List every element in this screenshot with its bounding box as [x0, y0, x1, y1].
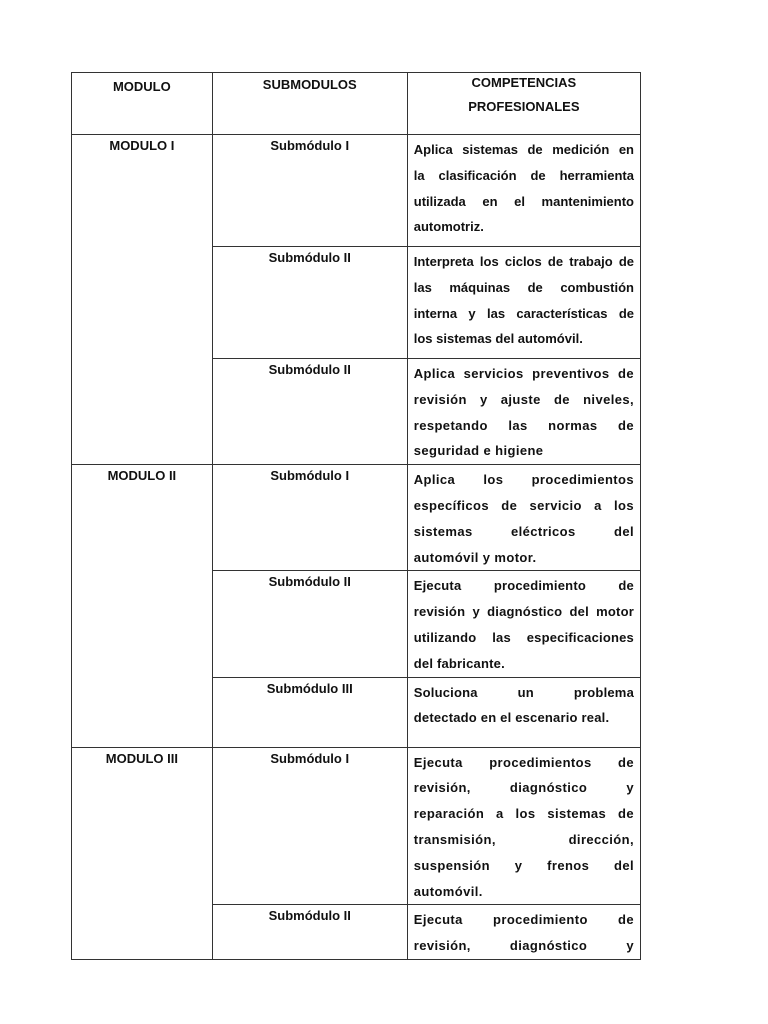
competencia-line: la clasificación de herramienta	[413, 167, 634, 183]
competencia-line: seguridad e higiene	[413, 443, 544, 459]
competencia-line: sistemas eléctricos del	[413, 523, 634, 539]
submodulo-label: Submódulo I	[270, 750, 350, 766]
competencia-line: revisión y ajuste de niveles,	[413, 391, 634, 407]
header-submodulos	[212, 73, 407, 135]
submodulo-cell	[212, 571, 407, 677]
submodulo-label: Submódulo III	[266, 680, 353, 696]
modulo-label: MODULO III	[105, 750, 178, 766]
table-row	[72, 465, 641, 571]
competencia-line: Aplica servicios preventivos de	[413, 366, 634, 381]
competencia-line: respetando las normas de	[413, 417, 634, 433]
competencia-line: específicos de servicio a los	[413, 497, 634, 513]
modulo-label: MODULO I	[109, 138, 175, 153]
submodulo-cell	[212, 135, 407, 247]
competencia-cell	[407, 905, 640, 960]
competencia-cell	[407, 465, 640, 571]
modulo-cell	[72, 135, 213, 465]
competencia-line: revisión, diagnóstico y	[413, 780, 634, 796]
competencia-line: detectado en el escenario real.	[413, 710, 610, 726]
competencia-line: revisión, diagnóstico y	[413, 938, 634, 954]
competencia-line: suspensión y frenos del	[413, 857, 634, 873]
competencia-cell	[407, 359, 640, 465]
competencia-line: interna y las características de	[413, 305, 634, 321]
header-competencias-line2: PROFESIONALES	[468, 99, 580, 114]
header-modulo	[72, 73, 213, 135]
competencia-cell	[407, 135, 640, 247]
competencia-cell	[407, 571, 640, 677]
submodulo-cell	[212, 747, 407, 905]
submodulo-cell	[212, 677, 407, 747]
table-row	[72, 747, 641, 905]
competencia-line: del fabricante.	[413, 655, 505, 671]
submodulo-label: Submódulo II	[268, 362, 351, 377]
header-competencias-line1: COMPETENCIAS	[471, 75, 577, 90]
competencia-line: automóvil.	[413, 883, 483, 899]
competencia-line: utilizada en el mantenimiento	[413, 193, 634, 209]
competencia-line: Aplica sistemas de medición en	[413, 142, 634, 157]
header-competencias	[407, 73, 640, 135]
competencia-line: Ejecuta procedimiento de	[413, 912, 634, 928]
header-row	[72, 73, 641, 135]
submodulo-label: Submódulo II	[268, 250, 351, 265]
modulo-label: MODULO II	[107, 468, 177, 484]
competencies-table	[71, 72, 641, 960]
competencia-line: automotriz.	[413, 219, 484, 235]
competencia-cell	[407, 747, 640, 905]
submodulo-label: Submódulo II	[268, 908, 351, 924]
competencia-line: automóvil y motor.	[413, 549, 537, 565]
submodulo-cell	[212, 465, 407, 571]
submodulo-cell	[212, 247, 407, 359]
modulo-cell	[72, 465, 213, 747]
competencia-line: Aplica los procedimientos	[413, 472, 634, 488]
competencia-line: Soluciona un problema	[413, 684, 634, 700]
competencia-line: Interpreta los ciclos de trabajo de	[413, 254, 634, 269]
competencia-cell	[407, 677, 640, 747]
competencia-line: los sistemas del automóvil.	[413, 331, 583, 347]
header-modulo-text: MODULO	[112, 79, 171, 94]
modulo-cell	[72, 747, 213, 959]
submodulo-label: Submódulo II	[268, 574, 351, 590]
competencia-line: las máquinas de combustión	[413, 279, 634, 295]
table-row	[72, 135, 641, 247]
header-submodulos-text: SUBMODULOS	[262, 77, 357, 92]
competencia-line: transmisión, dirección,	[413, 831, 634, 847]
competencia-line: Ejecuta procedimientos de	[413, 754, 634, 770]
competencia-cell	[407, 247, 640, 359]
submodulo-label: Submódulo I	[270, 468, 350, 484]
competencia-line: utilizando las especificaciones	[413, 629, 634, 645]
competencia-line: Ejecuta procedimiento de	[413, 578, 634, 594]
submodulo-label: Submódulo I	[270, 138, 350, 153]
submodulo-cell	[212, 905, 407, 960]
competencia-line: revisión y diagnóstico del motor	[413, 604, 634, 620]
submodulo-cell	[212, 359, 407, 465]
competencia-line: reparación a los sistemas de	[413, 806, 634, 822]
